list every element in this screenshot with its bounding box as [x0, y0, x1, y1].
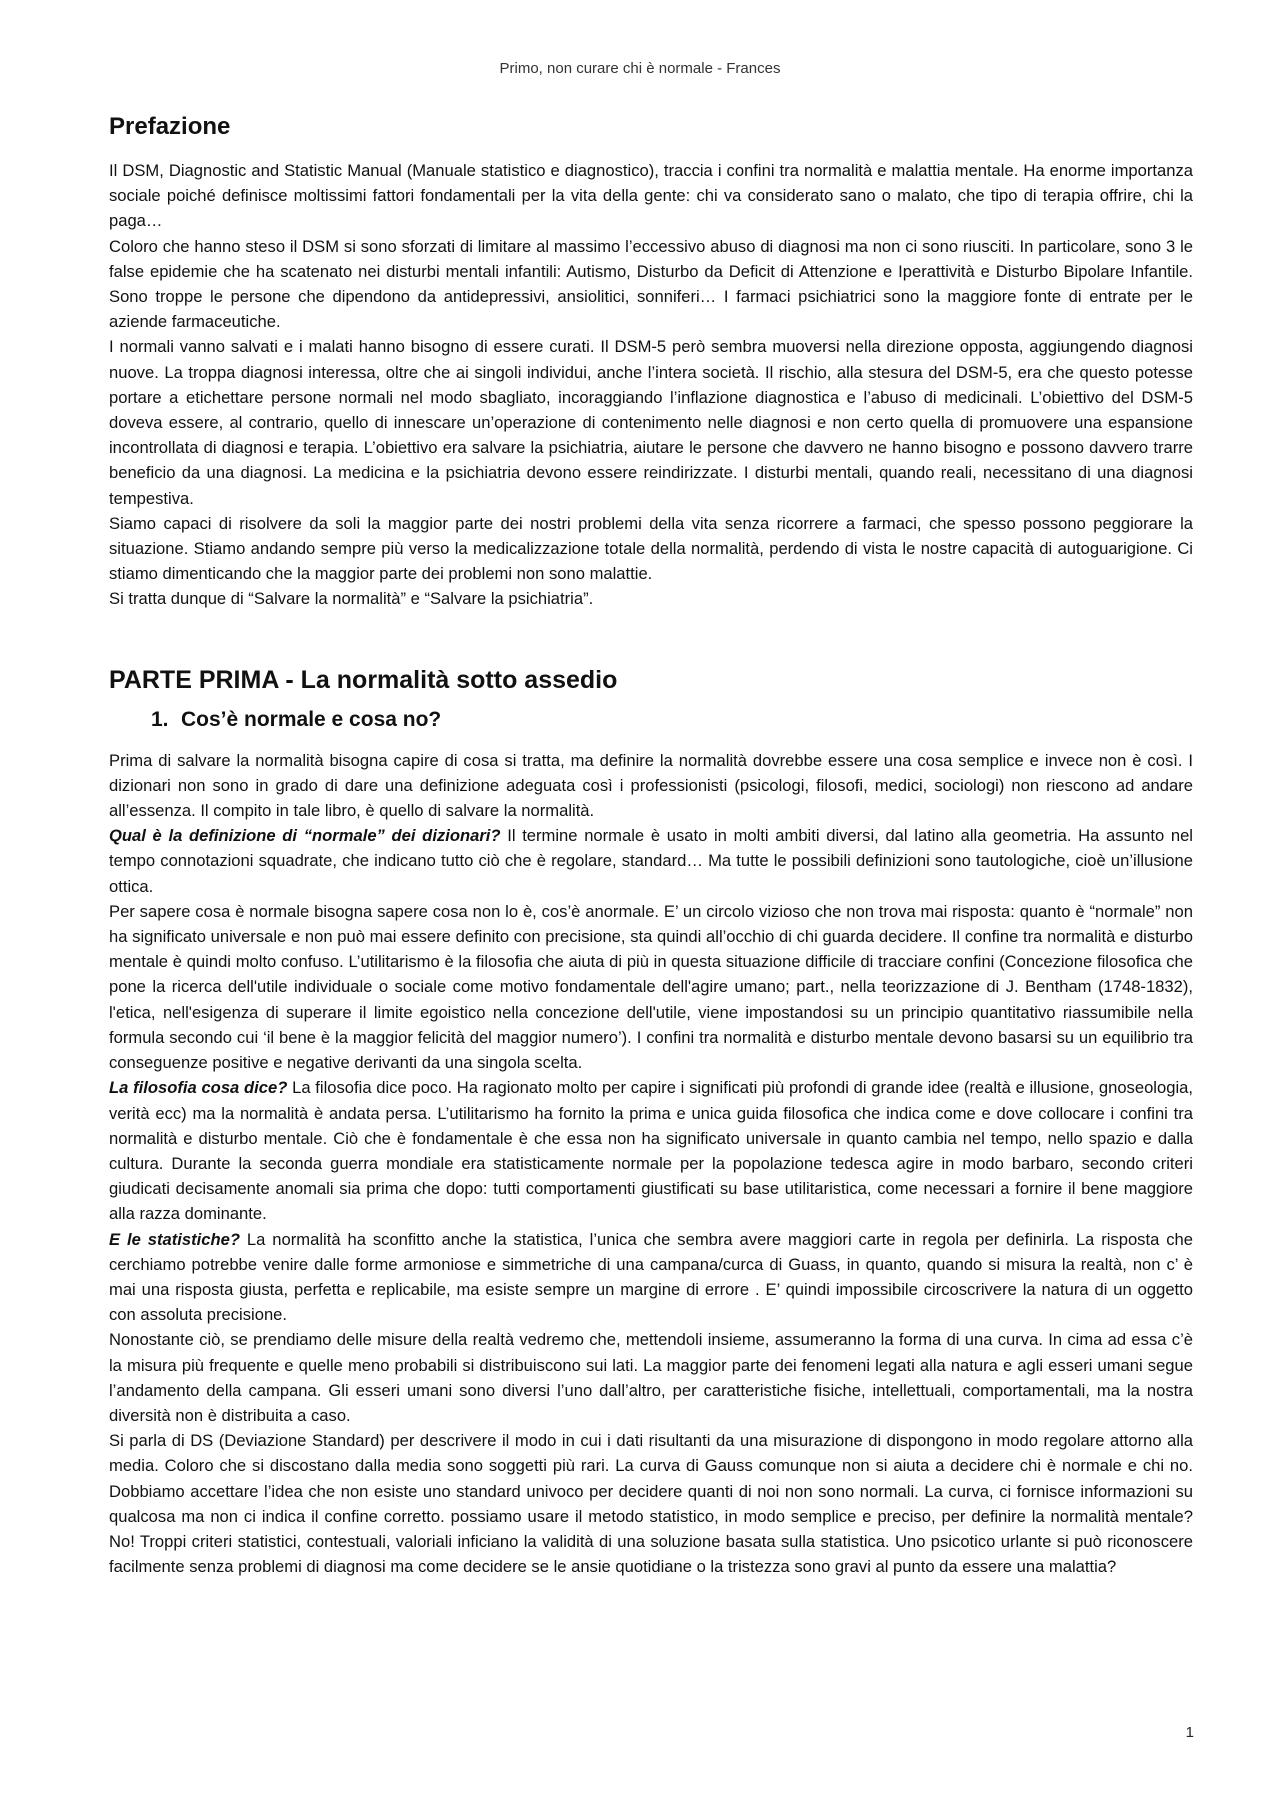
question-statistics: E le statistiche? [109, 1229, 240, 1249]
chapter-heading [109, 706, 1193, 734]
page-content [109, 112, 1193, 1579]
chapter-paragraph-2 [109, 823, 1193, 899]
chapter-paragraph-7: Si parla di DS (Deviazione Standard) per descrivere il modo in cui i dati risultanti da una misurazione di dispongono in modo regolare attorno alla media. Coloro che si discostano dalla media sono soggetti più rari. La curva di Gauss comunque non si aiuta a decidere chi è normale e chi no. Dobbiamo accettare l’idea che non esiste uno standard univoco per decidere quanti di noi non sono normali. La curva, ci fornisce informazioni su qualcosa ma non ci indica il confine corretto. possiamo usare il metodo statistico, in modo semplice e preciso, per definire la normalità mentale? No! Troppi criteri statistici, contestuali, valoriali inficiano la validità di una soluzione basata sulla statistica. Uno psicotico urlante si può riconoscere facilmente senza problemi di diagnosi ma come decidere se le ansie quotidiane o la tristezza sono gravi al punto da essere una malattia? [109, 1431, 1193, 1577]
preface-paragraph-5: Si tratta dunque di “Salvare la normalità” e “Salvare la psichiatria”. [109, 589, 594, 609]
chapter-paragraph-5 [109, 1227, 1193, 1328]
chapter-number: 1. [151, 707, 169, 731]
answer-dictionaries: Il termine normale è usato in molti ambiti diversi, dal latino alla geometria. Ha assunto nel tempo connotazioni squadrate, che indicano tutto ciò che è regolare, standard… Ma tutte le possibili definizioni sono tautologiche, cioè un’illusione ottica. [109, 826, 1193, 896]
preface-heading: Prefazione [109, 113, 231, 140]
chapter-paragraph-3: Per sapere cosa è normale bisogna sapere cosa non lo è, cos’è anormale. E’ un circolo vizioso che non trova mai risposta: quanto è “normale” non ha significato universale e non può mai essere definito con precisione, sta quindi all’occhio di chi guarda decidere. Il confine tra normalità e disturbo mentale è quindi molto confuso. L’utilitarismo è la filosofia che aiuta di più in questa situazione difficile di tracciare confini (Concezione filosofica che pone la ricerca dell'utile individuale o sociale come motivo fondamentale dell'agire umano; part., nella teorizzazione di J. Bentham (1748-1832), l'etica, nell'esigenza di superare il limite egoistico nella concezione dell'utile, viene impostandosi su un principio quantitativo riassumibile nella formula secondo cui ‘il bene è la maggior felicità del maggior numero’). I confini tra normalità e disturbo mentale devono basarsi su un equilibrio tra conseguenze positive e negative derivanti da una singola scelta. [109, 901, 1193, 1073]
part-one-heading: PARTE PRIMA - La normalità sotto assedio [109, 665, 618, 694]
page-number: 1 [1185, 1724, 1194, 1741]
answer-philosophy: La filosofia dice poco. Ha ragionato molto per capire i significati più profondi di grande idee (realtà e illusione, gnoseologia, verità ecc) ma la normalità è andata persa. L’utilitarismo ha fornito la prima e unica guida filosofica che indica come e dove collocare i confini tra normalità e disturbo mentale. Ciò che è fondamentale è che essa non ha significato universale in quanto cambia nel tempo, nello spazio e dalla cultura. Durante la seconda guerra mondiale era statisticamente normale per la popolazione tedesca agire in modo barbaro, secondo criteri giudicati decisamente anomali sia prima che dopo: tutti comportamenti giustificati su base utilitaristica, come necessari a fornire il bene maggiore alla razza dominante. [109, 1078, 1193, 1224]
chapter-title: Cos’è normale e cosa no? [181, 707, 442, 731]
chapter-paragraph-1: Prima di salvare la normalità bisogna capire di cosa si tratta, ma definire la normalità dovrebbe essere una cosa semplice e invece non è così. I dizionari non sono in grado di dare una definizione adeguata così i professionisti (psicologi, filosofi, medici, sociologi) non riescono ad andare all’essenza. Il compito in tale libro, è quello di salvare la normalità. [109, 750, 1193, 821]
chapter-paragraph-4 [109, 1075, 1193, 1226]
preface-paragraph-2: Coloro che hanno steso il DSM si sono sforzati di limitare al massimo l’eccessivo abuso di diagnosi ma non ci sono riusciti. In particolare, sono 3 le false epidemie che ha scatenato nei disturbi mentali infantili: Autismo, Disturbo da Deficit di Attenzione e Iperattività e Disturbo Bipolare Infantile. Sono troppe le persone che dipendono da antidepressivi, ansiolitici, sonniferi… I farmaci psichiatrici sono la maggiore fonte di entrate per le aziende farmaceutiche. [109, 236, 1193, 332]
preface-paragraph-4: Siamo capaci di risolvere da soli la maggior parte dei nostri problemi della vita senza ricorrere a farmaci, che spesso possono peggiorare la situazione. Stiamo andando sempre più verso la medicalizzazione totale della normalità, perdendo di vista le nostre capacità di autoguarigione. Ci stiamo dimenticando che la maggior parte dei problemi non sono malattie. [109, 513, 1193, 584]
preface-paragraph-1: Il DSM, Diagnostic and Statistic Manual (Manuale statistico e diagnostico), traccia i confini tra normalità e malattia mentale. Ha enorme importanza sociale poiché definisce moltissimi fattori fondamentali per la vita della gente: chi va considerato sano o malato, che tipo di terapia offrire, chi la paga… [109, 161, 1193, 231]
question-dictionaries: Qual è la definizione di “normale” dei dizionari? [109, 826, 501, 846]
running-header: Primo, non curare chi è normale - Frances [499, 60, 781, 77]
preface-paragraph-3: I normali vanno salvati e i malati hanno bisogno di essere curati. Il DSM-5 però sembra muoversi nella direzione opposta, aggiungendo diagnosi nuove. La troppa diagnosi interessa, oltre che ai singoli individui, anche l’intera società. Il rischio, alla stesura del DSM-5, era che questo potesse portare a etichettare persone normali nel modo sbagliato, incoraggiando l’inflazione diagnostica e l’abuso di medicinali. L’obiettivo del DSM-5 doveva essere, al contrario, quello di innescare un’operazione di contenimento nelle diagnosi e non certo quella di promuovere una espansione incontrollata di diagnosi e terapia. L’obiettivo era salvare la psichiatria, aiutare le persone che davvero ne hanno bisogno e possono davvero trarre beneficio da una diagnosi. La medicina e la psichiatria devono essere reindirizzate. I disturbi mentali, quando reali, necessitano di una diagnosi tempestiva. [109, 337, 1193, 508]
chapter-paragraph-6: Nonostante ciò, se prendiamo delle misure della realtà vedremo che, mettendoli insieme, assumeranno la forma di una curva. In cima ad essa c’è la misura più frequente e quelle meno probabili si distribuiscono sui lati. La maggior parte dei fenomeni legati alla natura e agli esseri umani segue l’andamento della campana. Gli esseri umani sono diversi l’uno dall’altro, per caratteristiche fisiche, intellettuali, comportamentali, ma la nostra diversità non è distribuita a caso. [109, 1330, 1193, 1425]
question-philosophy: La filosofia cosa dice? [109, 1078, 288, 1098]
answer-statistics: La normalità ha sconfitto anche la statistica, l’unica che sembra avere maggiori carte in regola per definirla. La risposta che cerchiamo potrebbe venire dalle forme armoniose e simmetriche di una campana/curca di Guass, in quanto, quando si misura la realtà, non c’ è mai una risposta giusta, perfetta e replicabile, ma esiste sempre un margine di errore . E’ quindi impossibile circoscrivere la natura di un oggetto con assoluta precisione. [109, 1229, 1193, 1325]
